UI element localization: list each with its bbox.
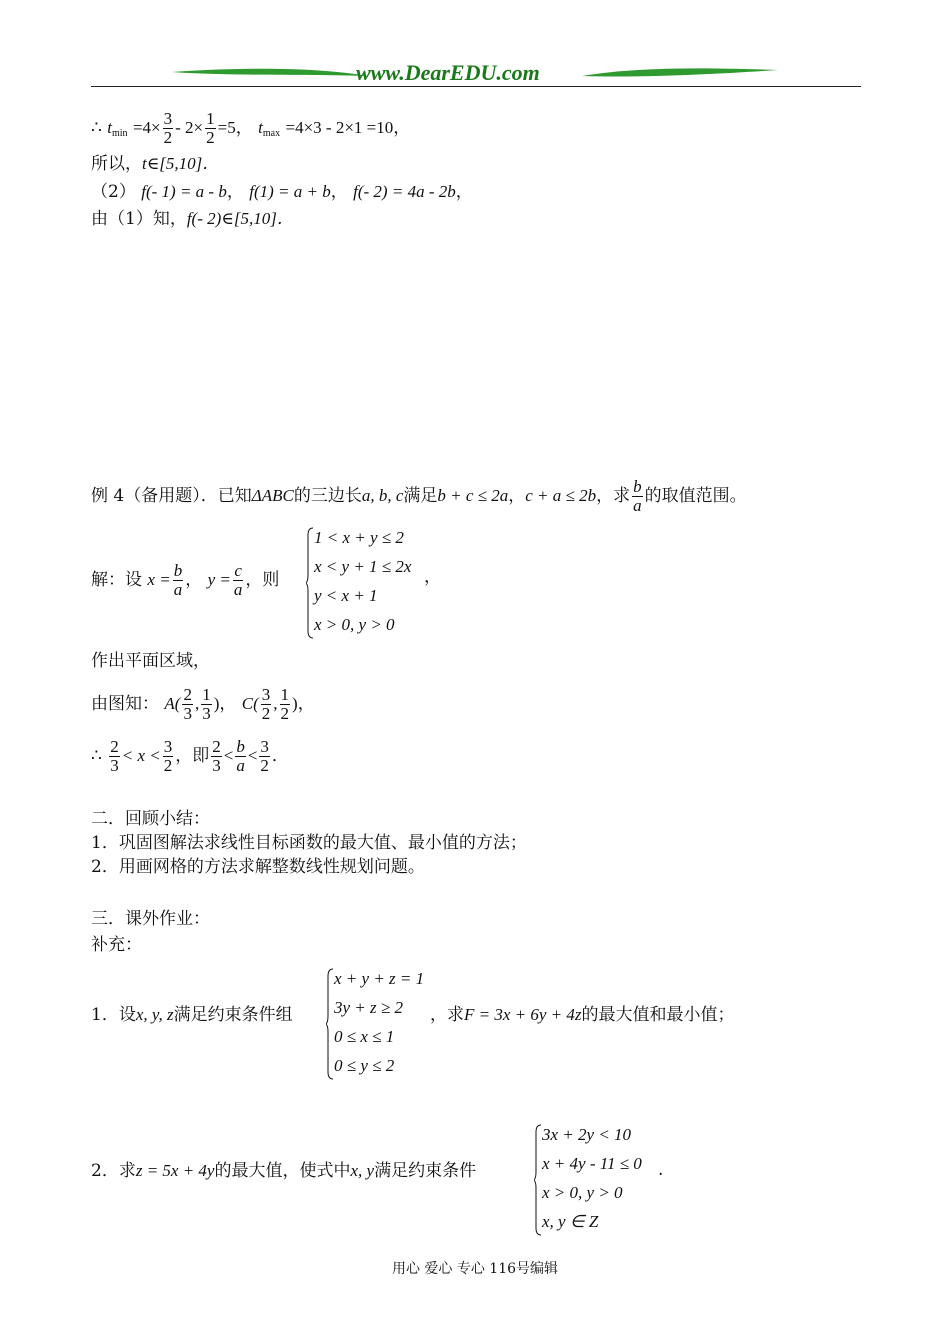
tmin-var: t [107,118,112,137]
ineq: < [247,746,258,765]
point-c: C( [241,694,259,713]
sep: ， [330,182,348,202]
t-range-expr: t∈[5,10]． [142,154,220,173]
header-rule [91,86,861,87]
objective-expr: F = 3x + 6y + 4z [464,1005,582,1024]
inequality-system-3 [534,1120,664,1238]
system-row: x > 0, y > 0 [542,1183,623,1202]
y-def: y = [207,570,231,589]
text: 的最大值，使式中 [214,1161,351,1181]
line-prefix: 所以， [91,154,142,174]
left-brace-icon [326,968,334,1080]
question-2 [91,1160,476,1182]
sep: )， [292,694,315,713]
therefore-symbol: ∴ [91,746,102,766]
footer-text: 用心 爱心 专心 116号编辑 [391,1261,559,1277]
points-line [91,686,315,723]
part2-line [91,181,473,203]
objective-expr: z = 5x + 4y [135,1161,215,1180]
fraction: $\frac{2}{3}$ [183,685,192,723]
tmin-tmax-line [91,110,410,147]
system-row: x + 4y - 11 ≤ 0 [542,1154,642,1173]
condition-2: c + a ≤ 2b [525,486,597,505]
text: ，即 [175,746,210,766]
fraction: $\frac{3}{2}$ [163,109,173,147]
swoosh-right-icon [580,64,780,86]
sep: ， [226,182,244,202]
sep: ， [424,567,441,587]
fraction: $\frac{2}{3}$ [110,737,119,775]
question-1-tail [430,1004,735,1026]
text: ，求 [430,1005,464,1025]
text: 满足 [403,486,438,506]
question-1 [91,1004,293,1026]
system-row: 0 ≤ x ≤ 1 [334,1027,395,1046]
therefore-symbol: ∴ [91,118,102,138]
system-row: 0 ≤ y ≤ 2 [334,1056,395,1075]
system-row: 3x + 2y < 10 [542,1125,632,1144]
sep: . [658,1160,664,1180]
condition-1: b + c ≤ 2a [437,486,509,505]
t-range-line [91,153,219,175]
left-brace-icon [534,1124,542,1236]
ineq: < [223,746,234,765]
text: ，则 [245,570,280,590]
text: 的三边长 [293,486,362,506]
x-def: x = [147,570,171,589]
system-row: 1 < x + y ≤ 2 [314,528,404,547]
text: 由图知： [91,694,159,714]
vars: x, y [350,1161,375,1180]
fraction: $\frac{3}{2}$ [163,737,173,775]
f-neg2-expr: f(- 2) = 4a - 2b [353,182,456,201]
fraction: $\frac{1}{2}$ [206,109,215,147]
fraction: $\frac{1}{2}$ [280,685,290,723]
text: 满足约束条件 [374,1161,477,1181]
tmin-sub: min [111,128,128,139]
review-item: 1．巩固图解法求线性目标函数的最大值、最小值的方法； [91,833,527,853]
fraction: $\frac{b}{a}$ [173,561,183,599]
fraction-b-over-a: $\frac{b}{a}$ [633,477,642,515]
tmin-mid: - 2× [175,118,204,137]
sep: ， [455,182,473,202]
sides-expr: a, b, c [361,486,404,505]
sep: )， [213,694,237,713]
fraction: $\frac{1}{3}$ [202,685,211,723]
sep: ． [271,746,289,765]
triangle-expr: ΔABC [251,486,294,505]
sep: ， [508,486,526,506]
system-row: x, y ∈ Z [542,1212,599,1231]
tmax-eq: =4×3 - 2×1 =10， [285,118,411,137]
conclusion-inequality [91,738,289,775]
f-1-expr: f(1) = a + b [249,182,331,201]
ineq: < x < [121,746,161,765]
conclusion-line [91,208,294,230]
text: ，求 [596,486,631,506]
f-neg2-range: f(- 2)∈[5,10]． [186,209,294,228]
swoosh-left-icon [170,64,370,86]
system-row: x < y + 1 ≤ 2x [314,557,412,576]
fraction: $\frac{3}{2}$ [261,685,271,723]
text: 的最大值和最小值； [581,1005,735,1025]
review-title: 二．回顾小结： [91,809,210,829]
tmin-result: =5， [217,118,253,137]
tmax-sub: max [262,128,281,139]
line-prefix: 由（1）知， [91,209,187,229]
tmax-var: t [258,118,263,137]
site-logo: www.DearEDU.com [356,60,540,85]
point-a: A( [164,694,181,713]
fraction: $\frac{c}{a}$ [233,561,243,599]
supplement-label: 补充： [91,935,142,955]
f-neg1-expr: f(- 1) = a - b [141,182,227,201]
part-label: （2） [91,182,136,202]
example-lead: 例 4（备用题）．已知 [91,486,252,506]
solution-line [91,562,279,599]
left-brace-icon [306,527,314,639]
text: 的取值范围。 [644,486,747,506]
system-row: 3y + z ≥ 2 [334,998,403,1017]
inequality-system-2 [326,964,436,1082]
tmin-eq: =4× [132,118,161,137]
question-lead: 2．求 [91,1161,136,1181]
review-item: 2．用画网格的方法求解整数线性规划问题。 [91,857,425,877]
sep: , [194,694,200,713]
sep: ， [185,570,203,590]
fraction: $\frac{b}{a}$ [236,737,245,775]
system-row: y < x + 1 [314,586,378,605]
question-lead: 1．设 [91,1005,136,1025]
system-row: x + y + z = 1 [334,969,425,988]
draw-region-line: 作出平面区域， [91,651,210,671]
fraction: $\frac{2}{3}$ [212,737,221,775]
solution-lead: 解：设 [91,570,142,590]
system-row: x > 0, y > 0 [314,615,395,634]
sep: , [273,694,278,713]
inequality-system-1 [306,523,426,641]
text: 满足约束条件组 [173,1005,293,1025]
homework-title: 三．课外作业： [91,909,210,929]
fraction: $\frac{3}{2}$ [260,737,269,775]
example4-statement [91,478,747,515]
vars: x, y, z [135,1005,174,1024]
